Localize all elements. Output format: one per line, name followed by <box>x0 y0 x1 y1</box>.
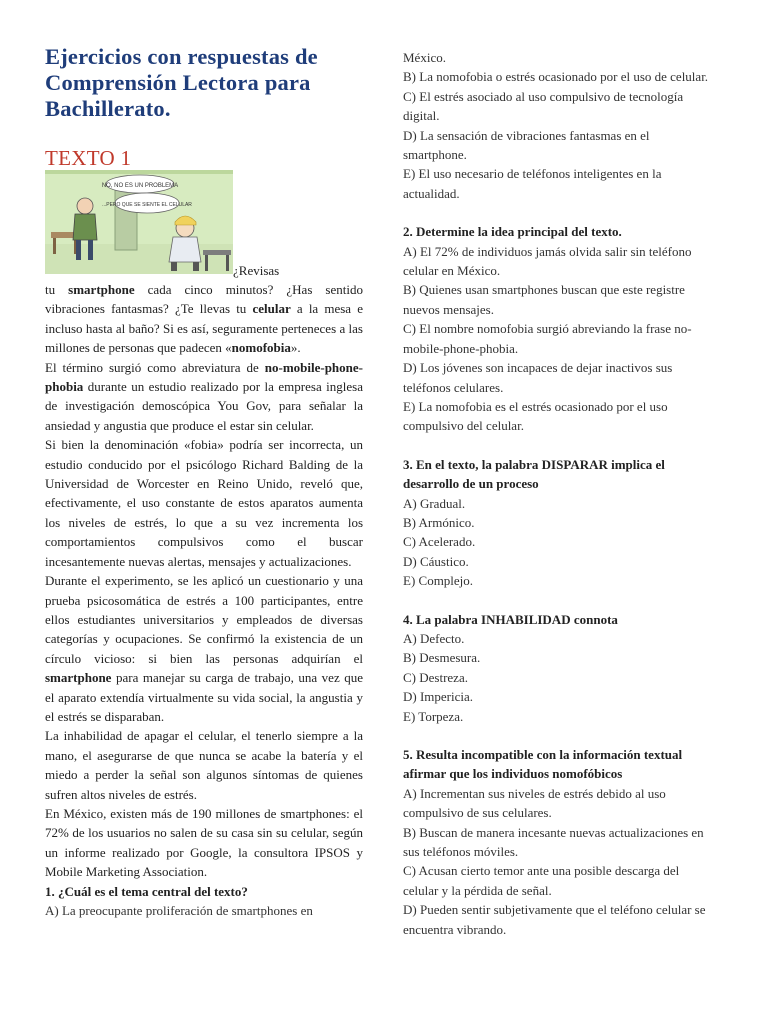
q2-option-c: C) El nombre nomofobia surgió abreviando la frase no-mobile-phone-phobia. <box>403 321 692 356</box>
q3-option-c: C) Acelerado. <box>403 534 476 550</box>
paragraph-2: El término surgió como abreviatura de no-mobile-phone-phobia durante un estudio realizado por la empresa inglesa de investigación demoscópica You Gov, para señalar la ansiedad y angustia que produce el estar sin celular. <box>45 359 363 433</box>
q5-option-a: A) Incrementan sus niveles de estrés debido al uso compulsivo de sus celulares. <box>403 785 666 821</box>
q1-option-d: D) La sensación de vibraciones fantasmas en el smartphone. <box>403 127 650 163</box>
q2-option-d: D) Los jóvenes son incapaces de dejar inactivos sus teléfonos celulares. <box>403 360 673 395</box>
q2-option-a: A) El 72% de individuos jamás olvida salir sin teléfono celular en México. <box>403 243 692 279</box>
q1-option-e: E) El uso necesario de teléfonos inteligentes en la actualidad. <box>403 166 662 201</box>
q5-option-b: B) Buscan de manera incesante nuevas actualizaciones en sus teléfonos móviles. <box>403 824 704 860</box>
question-2: 2. Determine la idea principal del texto. <box>403 224 622 240</box>
cartoon-bubble-2: ...PERO QUE SE SIENTE EL CELULAR <box>102 202 192 208</box>
question-3: 3. En el texto, la palabra DISPARAR implica el desarrollo de un proceso <box>403 456 665 492</box>
q1-option-c: C) El estrés asociado al uso compulsivo de tecnología digital. <box>403 88 684 124</box>
q2-option-b: B) Quienes usan smartphones buscan que este registre nuevos mensajes. <box>403 282 685 317</box>
paragraph-3: Si bien la denominación «fobia» podría ser incorrecta, un estudio conducido por el psicólogo Richard Balding de la Universidad de Worcester en Reino Unido, reveló que, efectivamente, el uso constante de estos aparatos aumenta los niveles de estrés, lo que a su vez incrementa los comportamientos compulsivos como el buscar incesantemente nuevas alertas, mensajes y actualizaciones. <box>45 437 363 569</box>
question-1: 1. ¿Cuál es el tema central del texto? <box>45 883 248 899</box>
nomofobia-cartoon-image <box>45 170 233 274</box>
q1-option-b: B) La nomofobia o estrés ocasionado por el uso de celular. <box>403 69 709 85</box>
left-column <box>45 280 363 920</box>
q1-option-a: A) La preocupante proliferación de smartphones en <box>45 903 313 918</box>
texto-heading: TEXTO 1 <box>45 146 132 170</box>
q5-option-d: D) Pueden sentir subjetivamente que el teléfono celular se encuentra vibrando. <box>403 902 706 937</box>
question-5: 5. Resulta incompatible con la información textual afirmar que los individuos nomofóbicos <box>403 747 683 782</box>
q4-option-c: C) Destreza. <box>403 669 468 685</box>
paragraph-5: La inhabilidad de apagar el celular, el tenerlo siempre a la mano, el asegurarse de que nunca se acabe la batería y el miedo a perder la señal son algunos síntomas de quienes sufren altos niveles de estrés. <box>45 728 363 802</box>
intro-revisas: ¿Revisas <box>233 263 280 278</box>
q4-option-d: D) Impericia. <box>403 689 474 705</box>
document-title: Ejercicios con respuestas de Comprensión Lectora para Bachillerato. <box>45 44 318 121</box>
q3-option-d: D) Cáustico. <box>403 553 469 569</box>
q4-option-a: A) Defecto. <box>403 630 465 646</box>
question-4: 4. La palabra INHABILIDAD connota <box>403 611 618 627</box>
q3-option-e: E) Complejo. <box>403 573 474 589</box>
q1-option-a-continued: México. <box>403 50 446 65</box>
q3-option-b: B) Armónico. <box>403 514 475 530</box>
q2-option-e: E) La nomofobia es el estrés ocasionado por el uso compulsivo del celular. <box>403 398 668 434</box>
q4-option-b: B) Desmesura. <box>403 650 481 666</box>
cartoon-bubble-1: NO, NO ES UN PROBLEMA <box>101 183 179 189</box>
q4-option-e: E) Torpeza. <box>403 708 464 724</box>
q3-option-a: A) Gradual. <box>403 495 466 511</box>
paragraph-6: En México, existen más de 190 millones de smartphones: el 72% de los usuarios no salen de su casa sin su celular, según un informe realizado por Google, la consultora IPSOS y Mobile Marketing Association. <box>45 805 363 880</box>
right-column <box>403 48 715 939</box>
intro-paragraph: tu smartphone cada cinco minutos? ¿Has sentido vibraciones fantasmas? ¿Te llevas tu celular a la mesa e incluso hasta al baño? Si es así, seguramente perteneces a las millones de personas que padecen «nomofobia». <box>45 282 363 356</box>
q5-option-c: C) Acusan cierto temor ante una posible descarga del celular y la pérdida de señal. <box>403 863 680 898</box>
paragraph-4: Durante el experimento, se les aplicó un cuestionario y una prueba psicosomática de estrés a 100 participantes, entre ellos estudiantes universitarios y empleados de diversas categorías y ocupaciones. Se confirmó la existencia de un círculo vicioso: si bien las personas adquirían el smartphone para manejar su carga de trabajo, una vez que el aparato extendía virtualmente su vida social, la angustia y el estrés se disparaban. <box>45 573 363 724</box>
